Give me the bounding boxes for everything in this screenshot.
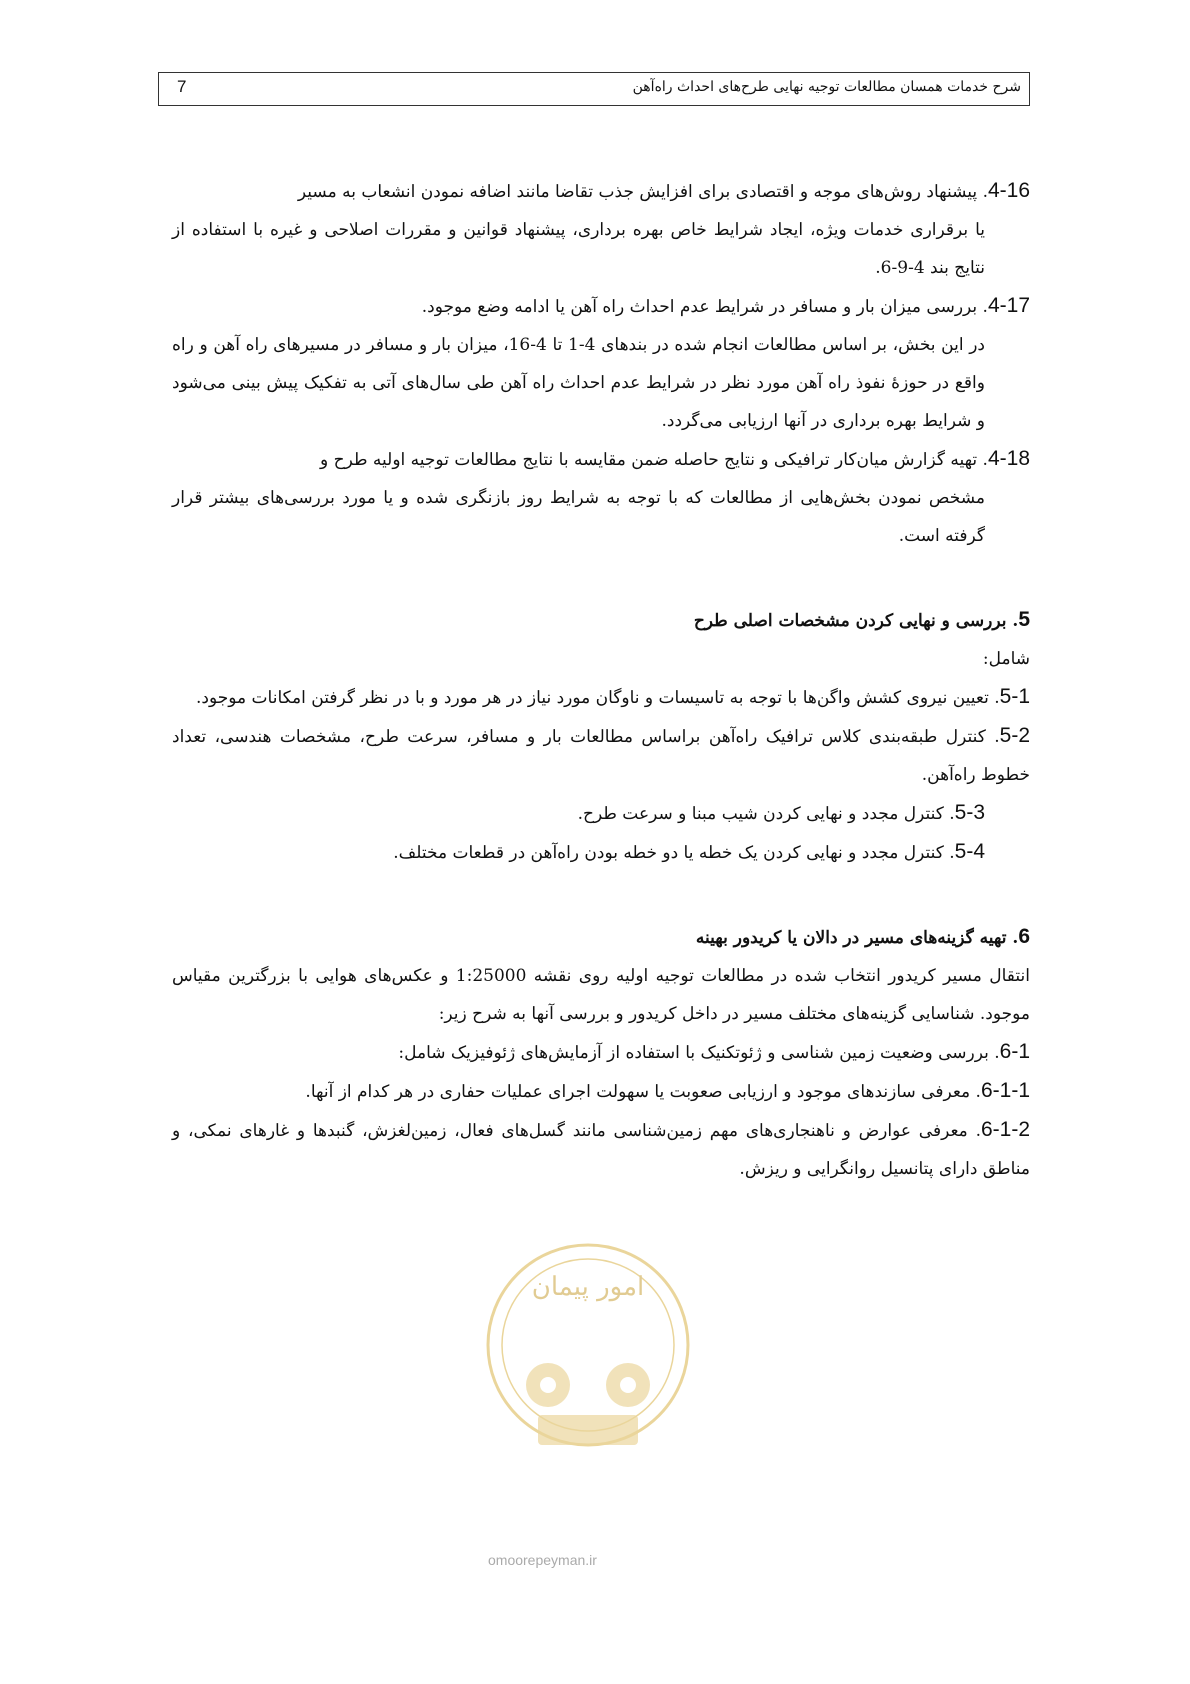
- item-number: 4-16: [987, 179, 1030, 202]
- list-item: 5-1. تعیین نیروی کشش واگن‌ها با توجه به تاسیسات و ناوگان مورد نیاز در هر مورد و با در نظر گرفتن امکانات موجود.: [196, 685, 1030, 708]
- svg-text:امور پیمان: امور پیمان: [531, 1272, 645, 1302]
- item-text: . بررسی میزان بار و مسافر در شرایط عدم احداث راه آهن یا ادامه وضع موجود.: [421, 297, 988, 317]
- list-item: 6-1. بررسی وضعیت زمین شناسی و ژئوتکنیک با استفاده از آزمایش‌های ژئوفیزیک شامل:: [398, 1040, 1030, 1063]
- list-item: [172, 172, 1030, 211]
- section-heading: 5. بررسی و نهایی کردن مشخصات اصلی طرح: [693, 608, 1030, 631]
- item-continuation: یا برقراری خدمات ویژه، ایجاد شرایط خاص بهره برداری، پیشنهاد قوانین و مقررات اصلاحی و غیره با استفاده از نتایج بند 4-9-6.: [172, 220, 985, 278]
- list-item: 5-3. کنترل مجدد و نهایی کردن شیب مبنا و سرعت طرح.: [577, 801, 985, 824]
- document-body: [172, 172, 1030, 1188]
- item-number: 4-17: [987, 294, 1030, 317]
- item-continuation: در این بخش، بر اساس مطالعات انجام شده در بندهای 4-1 تا 4-16، میزان بار و مسافر در مسیرهای راه آهن و راه واقع در حوزهٔ نفوذ راه آهن مورد نظر در شرایط عدم احداث راه آهن طی سال‌های آتی به تفکیک پیش بینی می‌شود و شرایط بهره برداری در آنها ارزیابی می‌گردد.: [172, 335, 986, 431]
- list-item: [172, 440, 1030, 479]
- list-item: 6-1-2. معرفی عوارض و ناهنجاری‌های مهم زمین‌شناسی مانند گسل‌های فعال، زمین‌لغزش، گنبدها و غارهای نمکی، و مناطق دارای پتانسیل روانگرایی و ریزش.: [172, 1118, 1030, 1179]
- running-title: شرح خدمات همسان مطالعات توجیه نهایی طرح‌های احداث راه‌آهن: [632, 79, 1021, 95]
- list-item: 5-4. کنترل مجدد و نهایی کردن یک خطه یا دو خطه بودن راه‌آهن در قطعات مختلف.: [393, 840, 985, 863]
- section-heading: 6. تهیه گزینه‌های مسیر در دالان یا کریدور بهینه: [695, 925, 1030, 948]
- watermark-url: omoorepeyman.ir: [488, 1552, 597, 1568]
- page-number: 7: [177, 77, 187, 96]
- watermark-logo: [478, 1210, 698, 1480]
- item-text: . پیشنهاد روش‌های موجه و اقتصادی برای افزایش جذب تقاضا مانند اضافه نمودن انشعاب به مسیر: [297, 182, 988, 202]
- item-text: . تهیه گزارش میان‌کار ترافیکی و نتایج حاصله ضمن مقایسه با نتایج مطالعات توجیه اولیه طرح و: [320, 450, 988, 470]
- item-number: 4-18: [987, 447, 1030, 470]
- list-item: 6-1-1. معرفی سازندهای موجود و ارزیابی صعوبت یا سهولت اجرای عملیات حفاری در هر کدام از آنها.: [305, 1079, 1030, 1102]
- section-intro: انتقال مسیر کریدور انتخاب شده در مطالعات توجیه اولیه روی نقشه 1:25000 و عکس‌های هوایی با بزرگترین مقیاس موجود. شناسایی گزینه‌های مختلف مسیر در داخل کریدور و بررسی آنها به شرح زیر:: [172, 966, 1030, 1024]
- section-intro: شامل:: [982, 649, 1030, 669]
- item-continuation: مشخص نمودن بخش‌هایی از مطالعات که با توجه به شرایط روز بازنگری شده و یا مورد بررسی‌های بیشتر قرار گرفته است.: [172, 488, 985, 546]
- list-item: [172, 287, 1030, 326]
- list-item: 5-2. کنترل طبقه‌بندی کلاس ترافیک راه‌آهن براساس مطالعات بار و مسافر، سرعت طرح، مشخصات هندسی، تعداد خطوط راه‌آهن.: [172, 724, 1030, 785]
- page-header: [158, 72, 1030, 106]
